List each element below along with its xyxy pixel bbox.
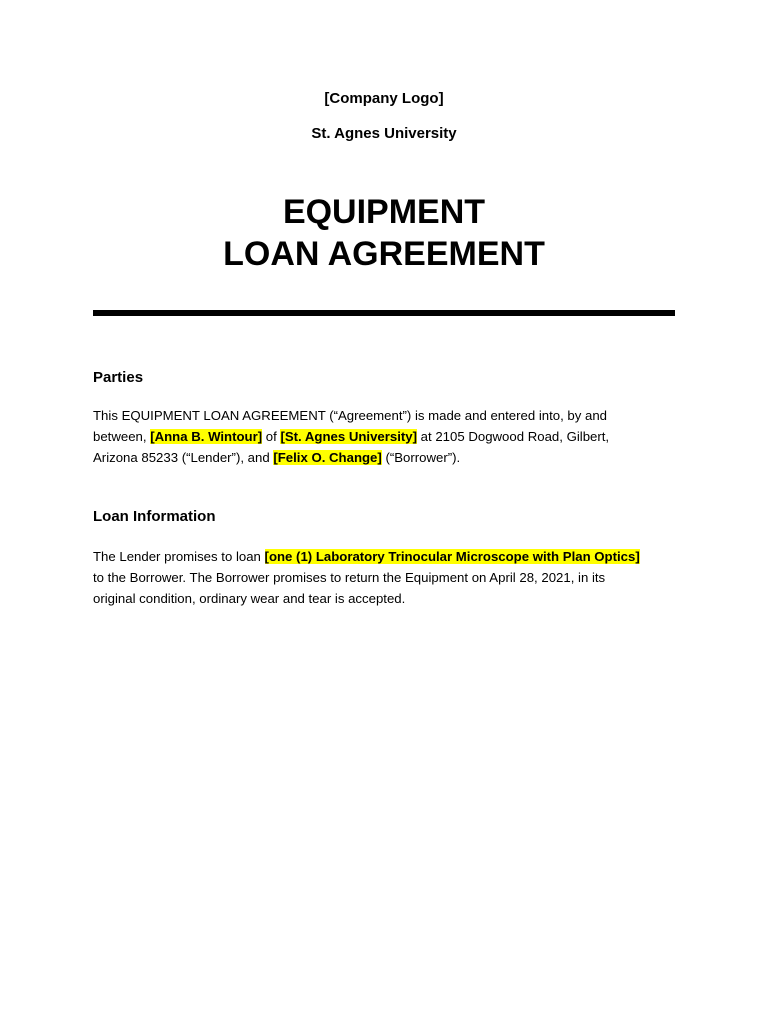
loan-information-paragraph [93, 546, 675, 609]
lender-name-field: [Anna B. Wintour] [150, 429, 263, 444]
document-title [0, 191, 768, 275]
title-divider [93, 310, 675, 316]
parties-line-3-text-b: (“Borrower”). [381, 450, 461, 465]
parties-line-1-text: This EQUIPMENT LOAN AGREEMENT (“Agreement”) is made and entered into, by and [93, 408, 608, 423]
parties-line-3-text-a: Arizona 85233 (“Lender”), and [93, 450, 274, 465]
parties-paragraph [93, 405, 675, 468]
parties-line-2 [93, 426, 675, 447]
equipment-field: [one (1) Laboratory Trinocular Microscope with Plan Optics] [264, 549, 640, 564]
document-title-line-1: EQUIPMENT [282, 193, 486, 231]
loan-line-2: to the Borrower. The Borrower promises to return the Equipment on April 28, 2021, in its [93, 570, 606, 585]
parties-line-3 [93, 447, 675, 468]
parties-line-2-text-b: of [262, 429, 281, 444]
loan-line-3: original condition, ordinary wear and tear is accepted. [93, 591, 406, 606]
parties-heading: Parties [93, 369, 144, 386]
parties-line-2-text-a: between, [93, 429, 151, 444]
borrower-name-field: [Felix O. Change] [273, 450, 382, 465]
company-logo-placeholder: [Company Logo] [324, 90, 444, 107]
loan-line-1-text: The Lender promises to loan [93, 549, 265, 564]
loan-line-1 [93, 546, 675, 567]
loan-information-heading: Loan Information [93, 508, 216, 525]
organization-name: St. Agnes University [311, 125, 457, 142]
parties-line-2-text-c: at 2105 Dogwood Road, Gilbert, [417, 429, 610, 444]
document-title-line-2: LOAN AGREEMENT [223, 235, 545, 273]
lender-organization-field: [St. Agnes University] [280, 429, 418, 444]
parties-line-1 [93, 405, 675, 426]
